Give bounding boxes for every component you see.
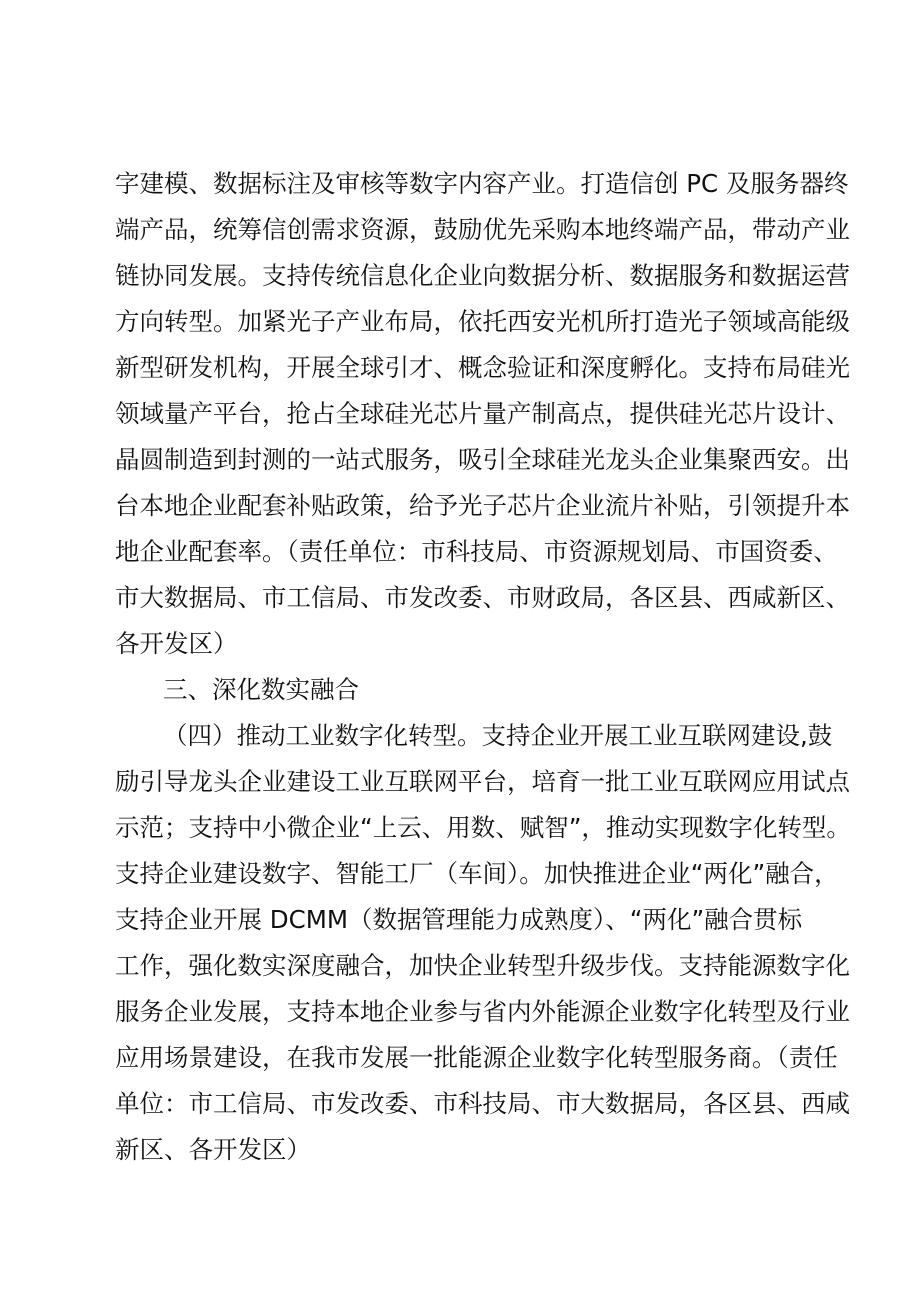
body-text-line: 字建模、数据标注及审核等数字内容产业。打造信创 PC 及服务器终 [115, 169, 849, 198]
body-text-line: 励引导龙头企业建设工业互联网平台，培育一批工业互联网应用试点 [115, 767, 850, 796]
body-text-line: 支持企业建设数字、智能工厂（车间）。加快推进企业“两化”融合， [115, 859, 839, 888]
body-text-line: 新型研发机构，开展全球引才、概念验证和深度孵化。支持布局硅光 [115, 353, 850, 382]
body-text-line: 单位：市工信局、市发改委、市科技局、市大数据局，各区县、西咸 [115, 1089, 850, 1118]
body-text-line: 地企业配套率。（责任单位：市科技局、市资源规划局、市国资委、 [115, 537, 838, 566]
paragraph-first-line: （四）推动工业数字化转型。支持企业开展工业互联网建设,鼓 [163, 721, 833, 750]
body-text-line: 各开发区） [115, 629, 238, 658]
body-text-line: 支持企业开展 DCMM（数据管理能力成熟度）、“两化”融合贯标 [115, 905, 803, 934]
body-text-line: 端产品，统筹信创需求资源，鼓励优先采购本地终端产品，带动产业 [115, 215, 850, 244]
body-text-line: 新区、各开发区） [115, 1135, 311, 1164]
body-text-line: 服务企业发展，支持本地企业参与省内外能源企业数字化转型及行业 [115, 997, 850, 1026]
section-heading: 三、深化数实融合 [163, 675, 359, 704]
body-text-line: 工作，强化数实深度融合，加快企业转型升级步伐。支持能源数字化 [115, 951, 850, 980]
body-text-line: 链协同发展。支持传统信息化企业向数据分析、数据服务和数据运营 [115, 261, 850, 290]
body-text-line: 应用场景建设，在我市发展一批能源企业数字化转型服务商。（责任 [115, 1043, 838, 1072]
body-text-line: 领域量产平台，抢占全球硅光芯片量产制高点，提供硅光芯片设计、 [115, 399, 850, 428]
body-text-line: 方向转型。加紧光子产业布局，依托西安光机所打造光子领域高能级 [115, 307, 850, 336]
body-text-line: 台本地企业配套补贴政策，给予光子芯片企业流片补贴，引领提升本 [115, 491, 850, 520]
body-text-line: 示范；支持中小微企业“上云、用数、赋智”，推动实现数字化转型。 [115, 813, 851, 842]
body-text-line: 晶圆制造到封测的一站式服务，吸引全球硅光龙头企业集聚西安。出 [115, 445, 850, 474]
body-text-line: 市大数据局、市工信局、市发改委、市财政局，各区县、西咸新区、 [115, 583, 850, 612]
